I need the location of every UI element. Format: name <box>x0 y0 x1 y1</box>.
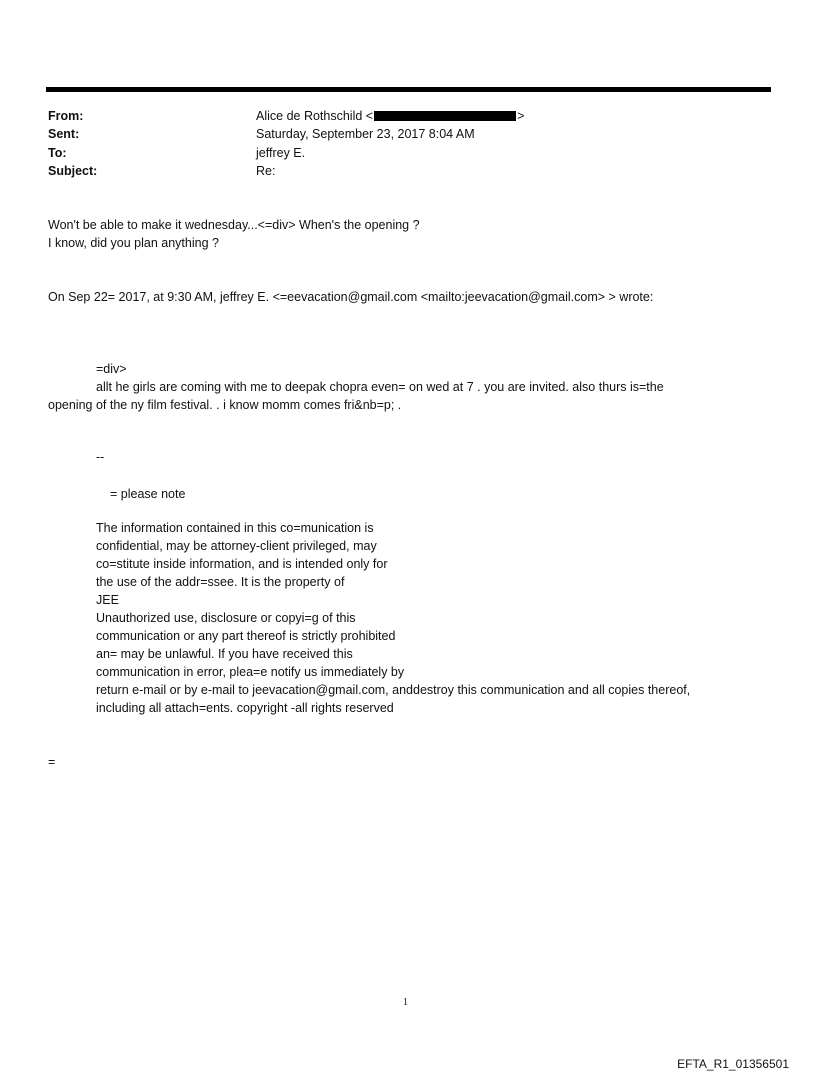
sent-label: Sent: <box>48 127 80 141</box>
quoted-line-2: opening of the ny film festival. . i know momm comes fri&nb=p; . <box>48 398 402 412</box>
please-note: = please note <box>110 487 186 501</box>
disclaimer-line: JEE <box>96 593 119 607</box>
sent-value: Saturday, September 23, 2017 8:04 AM <box>256 127 475 141</box>
reply-line-1: Won't be able to make it wednesday...<=div> When's the opening ? <box>48 218 420 232</box>
disclaimer-line: return e-mail or by e-mail to jeevacation@gmail.com, anddestroy this communication and all copies thereof, <box>96 683 691 697</box>
subject-label: Subject: <box>48 164 98 178</box>
to-value: jeffrey E. <box>256 146 306 160</box>
from-label: From: <box>48 109 84 123</box>
to-label: To: <box>48 146 67 160</box>
document-id: EFTA_R1_01356501 <box>677 1057 789 1071</box>
disclaimer-line: the use of the addr=ssee. It is the property of <box>96 575 345 589</box>
disclaimer-line: communication or any part thereof is strictly prohibited <box>96 629 396 643</box>
disclaimer-line: an= may be unlawful. If you have received this <box>96 647 353 661</box>
disclaimer-line: including all attach=ents. copyright -all rights reserved <box>96 701 394 715</box>
top-rule <box>46 87 771 92</box>
div-tag-line: =div> <box>96 362 127 376</box>
from-value <box>256 109 524 123</box>
disclaimer-line: confidential, may be attorney-client privileged, may <box>96 539 377 553</box>
signature-dash: -- <box>96 450 105 464</box>
disclaimer-line: communication in error, plea=e notify us immediately by <box>96 665 405 679</box>
subject-value: Re: <box>256 164 276 178</box>
redaction-bar <box>374 111 516 121</box>
reply-line-2: I know, did you plan anything ? <box>48 236 219 250</box>
page-number: 1 <box>403 997 408 1008</box>
disclaimer-line: co=stitute inside information, and is intended only for <box>96 557 388 571</box>
trailing-equals: = <box>48 755 56 769</box>
quote-intro: On Sep 22= 2017, at 9:30 AM, jeffrey E. <=eevacation@gmail.com <mailto:jeevacation@gmail.com> > wrote: <box>48 290 654 304</box>
disclaimer-line: Unauthorized use, disclosure or copyi=g of this <box>96 611 356 625</box>
from-close: > <box>517 109 525 123</box>
from-name: Alice de Rothschild < <box>256 109 374 123</box>
quoted-line-1: allt he girls are coming with me to deepak chopra even= on wed at 7 . you are invited. also thurs is=the <box>96 380 664 394</box>
disclaimer-line: The information contained in this co=munication is <box>96 521 374 535</box>
